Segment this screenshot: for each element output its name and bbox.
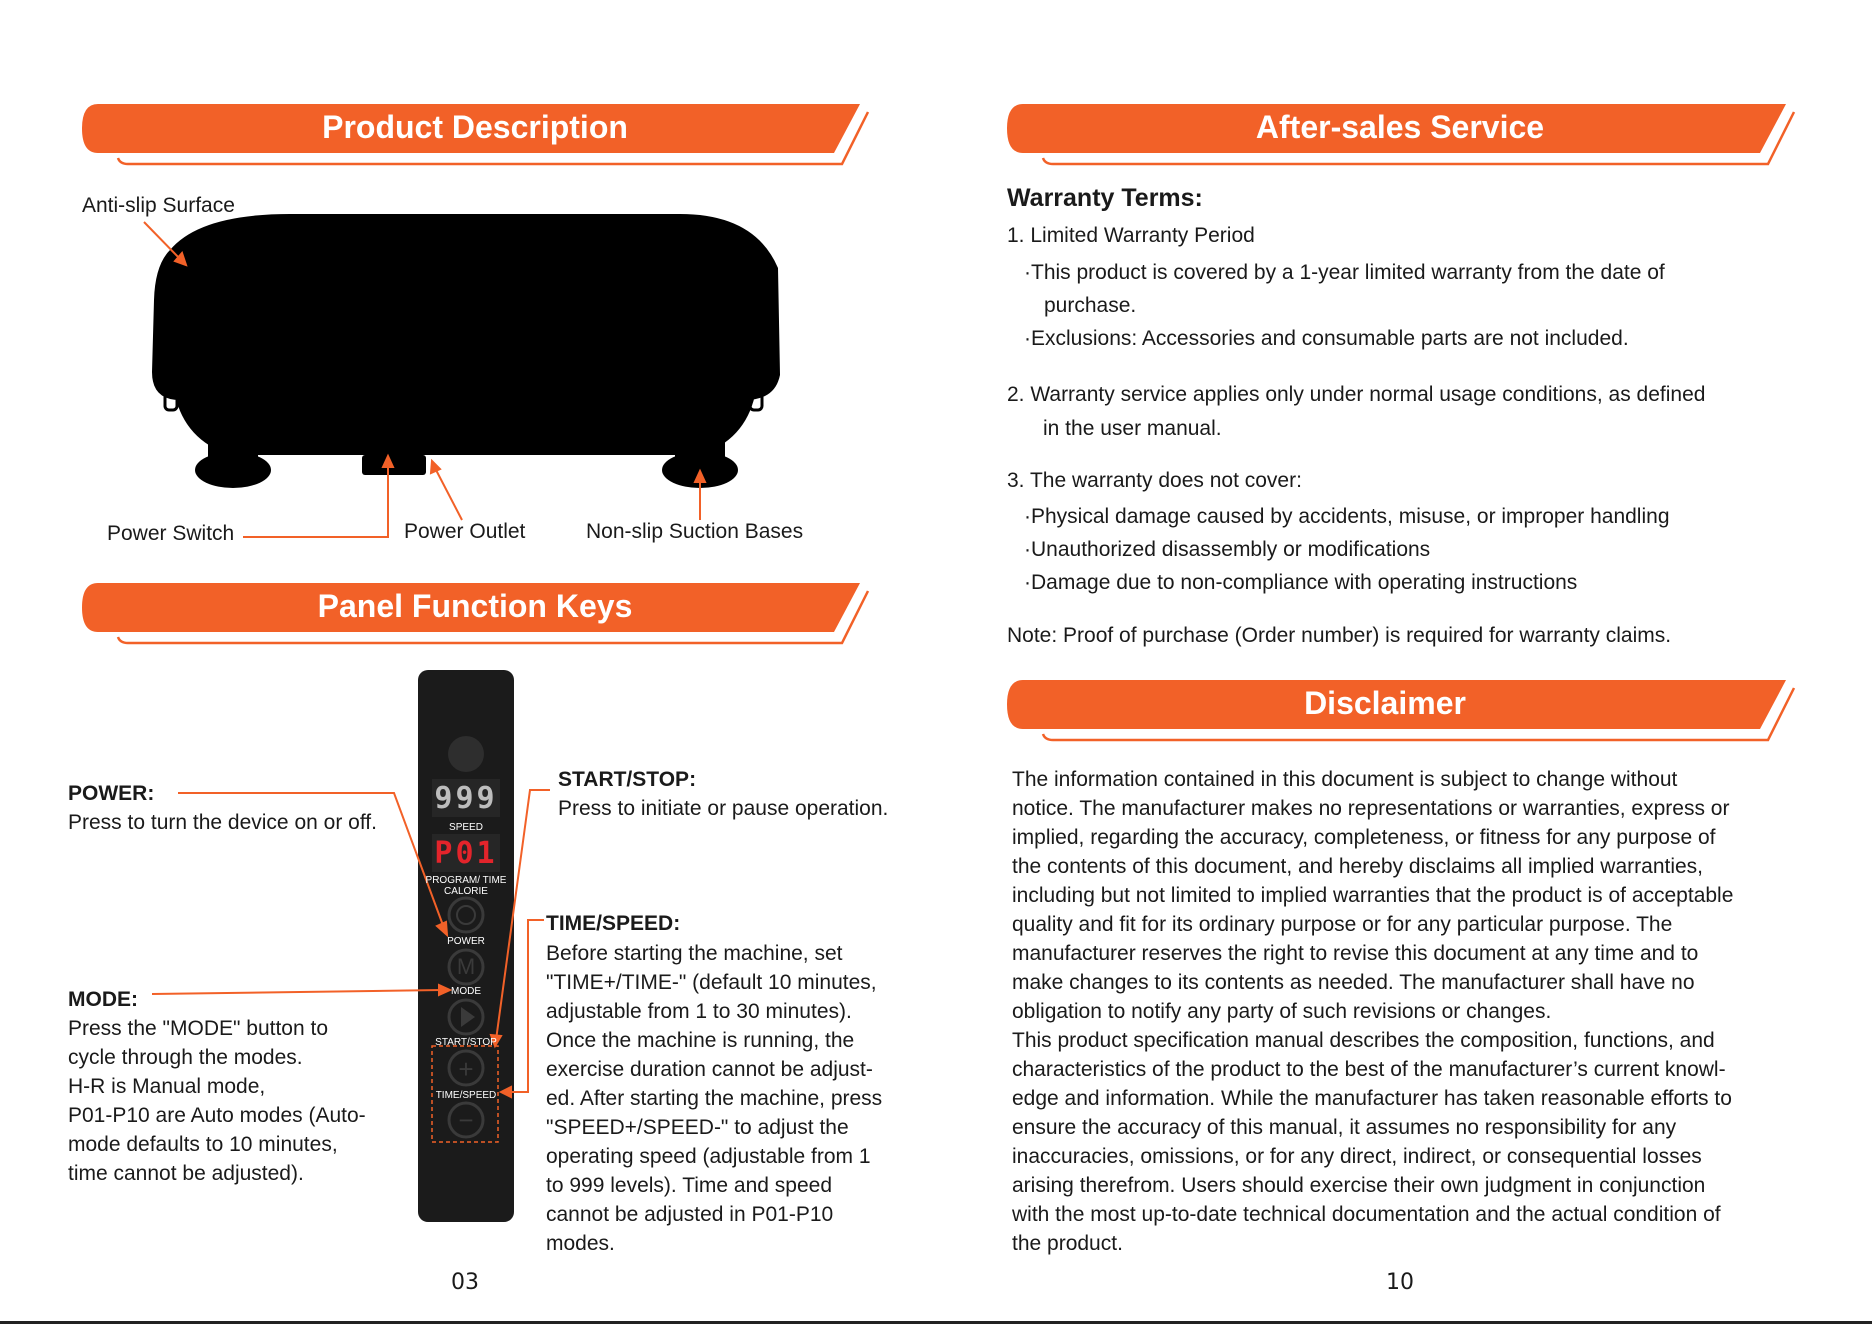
warranty-note: Note: Proof of purchase (Order number) is required for warranty claims. — [1007, 624, 1672, 647]
disclaimer-line: including but not limited to implied warranties that the product is of acceptable — [1012, 884, 1734, 907]
speed-label: SPEED — [449, 822, 483, 833]
time-speed-line: cannot be adjusted in P01-P10 — [546, 1203, 834, 1226]
mode-title: MODE: — [68, 988, 138, 1011]
plus-glyph: + — [458, 1054, 474, 1084]
mode-line: mode defaults to 10 minutes, — [68, 1133, 338, 1156]
disclaimer-line: make changes to its contents as needed. The manufacturer shall have no — [1012, 971, 1695, 994]
disclaimer-line: the contents of this document, and hereby disclaims all implied warranties, — [1012, 855, 1704, 878]
warranty-heading: Warranty Terms: — [1007, 184, 1203, 212]
section-title-after-sales: After-sales Service — [1255, 109, 1545, 145]
page-number-left: 03 — [451, 1270, 479, 1295]
warranty-item-3-bullet-1: ·Physical damage caused by accidents, misuse, or improper handling — [1024, 505, 1670, 528]
time-speed-line: operating speed (adjustable from 1 — [546, 1145, 871, 1168]
disclaimer-line: manufacturer reserves the right to revise this document at any time and to — [1012, 942, 1699, 965]
power-text: Press to turn the device on or off. — [68, 811, 377, 834]
device-silhouette — [152, 214, 780, 488]
section-title-product-description: Product Description — [322, 109, 628, 145]
label-power-outlet: Power Outlet — [404, 520, 526, 543]
disclaimer-line: obligation to notify any party of such revisions or changes. — [1012, 1000, 1552, 1023]
disclaimer-line: quality and fit for its ordinary purpose or for any particular purpose. The — [1012, 913, 1673, 936]
disclaimer-line: arising therefrom. Users should exercise their own judgment in conjunction — [1012, 1174, 1706, 1197]
disclaimer-line: characteristics of the product to the best of the manufacturer’s current knowl- — [1012, 1058, 1726, 1081]
time-speed-description — [546, 939, 926, 1258]
time-speed-title: TIME/SPEED: — [546, 912, 681, 935]
time-speed-line: exercise duration cannot be adjust- — [546, 1058, 873, 1081]
program-display: P01 — [434, 836, 498, 871]
warranty-item-1-bullet-2: ·Exclusions: Accessories and consumable parts are not included. — [1024, 327, 1629, 350]
section-title-disclaimer: Disclaimer — [1304, 685, 1466, 721]
page-number-right: 10 — [1386, 1270, 1414, 1295]
start-stop-button-label: START/STOP — [435, 1037, 497, 1048]
power-button-label: POWER — [447, 936, 485, 947]
section-title-panel-function-keys: Panel Function Keys — [317, 588, 633, 624]
warranty-item-1: 1. Limited Warranty Period — [1007, 224, 1255, 247]
calorie-label: CALORIE — [444, 886, 488, 897]
time-speed-line: "TIME+/TIME-" (default 10 minutes, — [546, 971, 877, 994]
time-speed-line: Once the machine is running, the — [546, 1029, 855, 1052]
warranty-item-2: 2. Warranty service applies only under normal usage conditions, as defined — [1007, 383, 1706, 406]
time-speed-line: ed. After starting the machine, press — [546, 1087, 883, 1110]
time-speed-line: "SPEED+/SPEED-" to adjust the — [546, 1116, 849, 1139]
mode-button-label: MODE — [451, 986, 481, 997]
mode-description — [68, 1014, 398, 1188]
disclaimer-line: The information contained in this document is subject to change without — [1012, 768, 1678, 791]
time-speed-line: adjustable from 1 to 30 minutes). — [546, 1000, 852, 1023]
mode-line: time cannot be adjusted). — [68, 1162, 304, 1185]
mode-glyph: M — [456, 954, 476, 979]
time-speed-button-label: TIME/SPEED — [435, 1090, 497, 1101]
time-speed-line: modes. — [546, 1232, 615, 1255]
disclaimer-line: edge and information. While the manufacturer has taken reasonable efforts to — [1012, 1087, 1732, 1110]
mode-line: P01-P10 are Auto modes (Auto- — [68, 1104, 366, 1127]
speed-display: 999 — [434, 781, 498, 816]
warranty-item-2-cont: in the user manual. — [1043, 417, 1222, 440]
start-stop-text: Press to initiate or pause operation. — [558, 797, 889, 820]
disclaimer-line: with the most up-to-date technical documentation and the actual condition of — [1012, 1203, 1721, 1226]
time-speed-line: to 999 levels). Time and speed — [546, 1174, 833, 1197]
label-power-switch: Power Switch — [107, 522, 235, 545]
disclaimer-line: This product specification manual describes the composition, functions, and — [1012, 1029, 1715, 1052]
power-title: POWER: — [68, 782, 155, 805]
label-suction-bases: Non-slip Suction Bases — [586, 520, 804, 543]
time-speed-line: Before starting the machine, set — [546, 942, 843, 965]
warranty-item-1-bullet-1-cont: purchase. — [1044, 294, 1137, 317]
label-anti-slip-surface: Anti-slip Surface — [82, 194, 235, 217]
mode-line: cycle through the modes. — [68, 1046, 303, 1069]
disclaimer-text — [1012, 765, 1842, 1258]
disclaimer-line: the product. — [1012, 1232, 1123, 1255]
program-time-label: PROGRAM/ TIME — [425, 875, 507, 886]
warranty-item-3-bullet-3: ·Damage due to non-compliance with operating instructions — [1024, 571, 1578, 594]
start-stop-title: START/STOP: — [558, 768, 697, 791]
warranty-item-1-bullet-1: ·This product is covered by a 1-year limited warranty from the date of — [1024, 261, 1665, 284]
minus-glyph: − — [458, 1105, 474, 1135]
warranty-item-3: 3. The warranty does not cover: — [1007, 469, 1302, 492]
disclaimer-line: notice. The manufacturer makes no representations or warranties, express or — [1012, 797, 1730, 820]
disclaimer-line: implied, regarding the accuracy, completeness, or fitness for any purpose of — [1012, 826, 1716, 849]
mode-line: Press the "MODE" button to — [68, 1017, 329, 1040]
warranty-item-3-bullet-2: ·Unauthorized disassembly or modifications — [1024, 538, 1431, 561]
mode-line: H-R is Manual mode, — [68, 1075, 266, 1098]
disclaimer-line: ensure the accuracy of this manual, it assumes no responsibility for any — [1012, 1116, 1677, 1139]
disclaimer-line: inaccuracies, omissions, or for any direct, indirect, or consequential losses — [1012, 1145, 1702, 1168]
